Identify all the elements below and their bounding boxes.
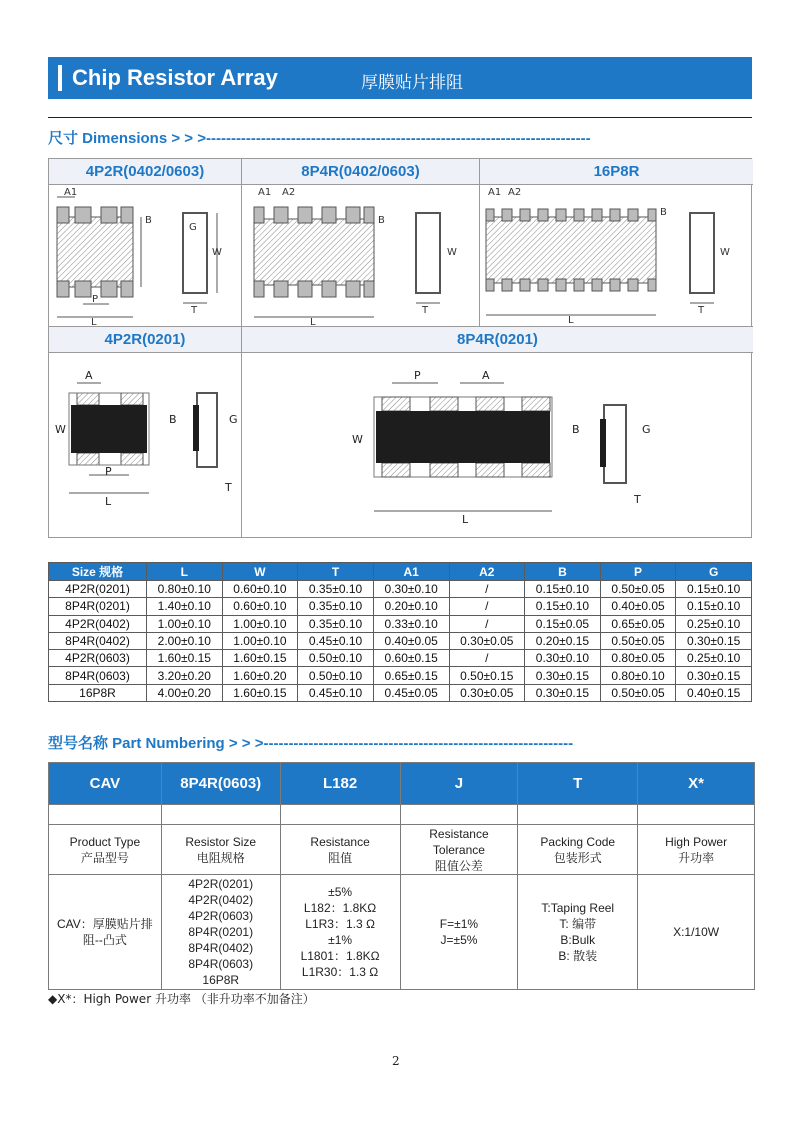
title-english: Chip Resistor Array [72, 65, 278, 90]
code-high-power: X* [638, 763, 755, 805]
figure-title: 8P4R(0402/0603) [242, 159, 479, 185]
label-w: W [352, 433, 363, 446]
table-cell: 0.50±0.05 [600, 684, 676, 701]
label-a1: A1 [64, 187, 78, 198]
table-cell: 0.80±0.10 [147, 581, 223, 598]
label-g: G [189, 222, 197, 233]
table-cell: 0.60±0.15 [373, 650, 449, 667]
table-cell: 1.00±0.10 [147, 615, 223, 632]
figure-4p2r-0201 [49, 327, 242, 537]
table-cell: 0.50±0.15 [449, 667, 525, 684]
figure-title: 8P4R(0201) [242, 327, 753, 353]
label-t: T [191, 305, 198, 316]
title-banner [48, 57, 752, 99]
value-cell [49, 875, 162, 990]
value-line: L182：1.8KΩ [303, 901, 377, 915]
table-cell: 0.30±0.05 [449, 684, 525, 701]
label-l: L [310, 317, 316, 327]
table-cell: 1.40±0.10 [147, 598, 223, 615]
label-a2: A2 [282, 187, 296, 198]
table-cell: / [449, 598, 525, 615]
value-line: J=±5% [440, 933, 478, 947]
value-line: 4P2R(0603) [188, 909, 254, 923]
spacer-cell [280, 805, 400, 825]
code-resistance: L182 [280, 763, 400, 805]
table-cell: / [449, 650, 525, 667]
table-row [49, 598, 752, 615]
label-line: Product Type [69, 834, 141, 849]
table-cell: 4.00±0.20 [147, 684, 223, 701]
figure-4p2r-0201-drawing [49, 353, 242, 537]
col-l: L [147, 563, 223, 581]
table-cell: 0.30±0.10 [525, 650, 601, 667]
title-chinese: 厚膜贴片排阻 [361, 73, 463, 93]
value-cell [280, 875, 400, 990]
spacer-cell [518, 805, 638, 825]
table-cell: 4P2R(0603) [49, 650, 147, 667]
value-line: 8P4R(0603) [188, 957, 254, 971]
value-line: 16P8R [202, 973, 240, 987]
part-numbering-table [48, 762, 755, 990]
label-t: T [698, 305, 705, 316]
table-cell: 0.30±0.05 [449, 632, 525, 649]
label-b: B [169, 413, 177, 426]
dimensions-heading: 尺寸 Dimensions > > >----------------------------------------------------------------------------- [48, 130, 591, 147]
value-cell [638, 875, 755, 990]
table-cell: 0.40±0.15 [676, 684, 752, 701]
figure-8p4r-0201 [242, 327, 753, 537]
label-p: P [105, 465, 112, 478]
code-resistor-size: 8P4R(0603) [161, 763, 280, 805]
table-cell: 1.60±0.15 [222, 684, 298, 701]
value-line: ±5% [328, 885, 353, 899]
value-line: L1R30：1.3 Ω [301, 965, 379, 979]
table-cell: 0.33±0.10 [373, 615, 449, 632]
table-cell: 1.60±0.15 [147, 650, 223, 667]
col-b: B [525, 563, 601, 581]
label-a1: A1 [258, 187, 272, 198]
table-cell: 1.00±0.10 [222, 615, 298, 632]
value-line: 4P2R(0201) [188, 877, 254, 891]
figure-16p8r-drawing [480, 185, 753, 327]
figure-title: 4P2R(0201) [49, 327, 241, 353]
label-w: W [720, 247, 730, 258]
code-packing: T [518, 763, 638, 805]
col-a1: A1 [373, 563, 449, 581]
label-b: B [572, 423, 580, 436]
code-row [49, 763, 755, 805]
value-line: T: 编带 [559, 917, 597, 931]
label-cell [518, 825, 638, 875]
table-row [49, 632, 752, 649]
table-cell: 0.50±0.05 [600, 581, 676, 598]
value-line: L1R3：1.3 Ω [305, 917, 375, 931]
dimensions-table [48, 562, 752, 702]
label-l: L [462, 513, 469, 526]
spacer-cell [49, 805, 162, 825]
label-l: L [568, 315, 574, 326]
label-line: Resistor Size [185, 834, 257, 849]
footnote: ◆X*：High Power 升功率 （非升功率不加备注） [48, 992, 315, 1006]
col-a2: A2 [449, 563, 525, 581]
value-row [49, 875, 755, 990]
table-row [49, 615, 752, 632]
table-cell: 4P2R(0402) [49, 615, 147, 632]
table-cell: 2.00±0.10 [147, 632, 223, 649]
value-line: ±1% [328, 933, 353, 947]
table-cell: 0.40±0.05 [600, 598, 676, 615]
numbering-heading: 型号名称 Part Numbering > > >-------------------------------------------------------------- [48, 735, 574, 752]
figure-4p2r-drawing [49, 185, 242, 327]
table-cell: 0.50±0.10 [298, 650, 374, 667]
table-cell: / [449, 581, 525, 598]
figure-16p8r [480, 159, 753, 327]
label-line: Resistance [310, 834, 370, 849]
table-cell: 16P8R [49, 684, 147, 701]
figure-4p2r-0402-0603 [49, 159, 242, 327]
table-cell: 0.30±0.15 [525, 684, 601, 701]
table-cell: 0.25±0.10 [676, 650, 752, 667]
table-cell: 0.15±0.10 [525, 581, 601, 598]
table-row [49, 650, 752, 667]
table-cell: 0.50±0.10 [298, 667, 374, 684]
table-cell: 0.45±0.10 [298, 684, 374, 701]
label-g: G [642, 423, 651, 436]
table-cell: 4P2R(0201) [49, 581, 147, 598]
title-bar-mark [58, 65, 62, 91]
label-t: T [634, 493, 641, 506]
label-p: P [92, 294, 99, 305]
table-cell: 0.45±0.05 [373, 684, 449, 701]
label-cell [280, 825, 400, 875]
label-a1: A1 [488, 187, 502, 198]
label-w: W [212, 247, 222, 258]
label-b: B [660, 207, 667, 218]
label-line: Packing Code [540, 834, 616, 849]
table-cell: 0.15±0.10 [525, 598, 601, 615]
table-cell: 0.50±0.05 [600, 632, 676, 649]
label-line: Tolerance [432, 842, 485, 857]
label-line: 电阻规格 [196, 850, 245, 865]
value-line: B: 散装 [558, 949, 598, 963]
label-line: 阻值 [328, 850, 353, 865]
table-cell: 0.15±0.10 [676, 598, 752, 615]
table-cell: 0.60±0.10 [222, 581, 298, 598]
table-cell: 0.45±0.10 [298, 632, 374, 649]
value-cell [518, 875, 638, 990]
figure-8p4r-0201-drawing [242, 353, 753, 537]
table-cell: 0.60±0.10 [222, 598, 298, 615]
label-t: T [225, 481, 232, 494]
table-cell: 0.65±0.05 [600, 615, 676, 632]
table-cell: 0.30±0.15 [525, 667, 601, 684]
value-line: 阻--凸式 [82, 933, 127, 947]
label-cell [49, 825, 162, 875]
table-cell: 0.65±0.15 [373, 667, 449, 684]
col-w: W [222, 563, 298, 581]
spacer-cell [400, 805, 518, 825]
label-a: A [85, 369, 93, 382]
spacer-row [49, 805, 755, 825]
label-l: L [91, 317, 97, 327]
figure-8p4r-drawing [242, 185, 480, 327]
label-line: 包装形式 [553, 850, 602, 865]
value-line: X:1/10W [673, 925, 720, 939]
dimensions-top-rule [48, 117, 752, 118]
value-line: L1801：1.8KΩ [300, 949, 380, 963]
table-cell: 1.60±0.15 [222, 650, 298, 667]
label-cell [638, 825, 755, 875]
value-line: 4P2R(0402) [188, 893, 254, 907]
table-cell: 8P4R(0201) [49, 598, 147, 615]
table-cell: / [449, 615, 525, 632]
label-a2: A2 [508, 187, 522, 198]
col-g: G [676, 563, 752, 581]
label-b: B [145, 215, 152, 226]
label-line: 阻值公差 [434, 858, 483, 873]
table-cell: 0.30±0.15 [676, 632, 752, 649]
col-p: P [600, 563, 676, 581]
table-cell: 0.20±0.15 [525, 632, 601, 649]
table-cell: 0.15±0.10 [676, 581, 752, 598]
value-line: F=±1% [439, 917, 479, 931]
value-cell [400, 875, 518, 990]
label-a: A [482, 369, 490, 382]
value-line: T:Taping Reel [541, 901, 615, 915]
code-product-type: CAV [49, 763, 162, 805]
col-size: Size 规格 [49, 563, 147, 581]
label-w: W [55, 423, 66, 436]
label-row [49, 825, 755, 875]
figure-title: 4P2R(0402/0603) [49, 159, 241, 185]
table-cell: 0.80±0.10 [600, 667, 676, 684]
spacer-cell [638, 805, 755, 825]
label-line: Resistance [429, 826, 489, 841]
table-cell: 0.30±0.15 [676, 667, 752, 684]
table-cell: 0.20±0.10 [373, 598, 449, 615]
spacer-cell [161, 805, 280, 825]
value-cell [161, 875, 280, 990]
value-line: B:Bulk [560, 933, 596, 947]
table-cell: 3.20±0.20 [147, 667, 223, 684]
table-cell: 8P4R(0603) [49, 667, 147, 684]
dimensions-table-header [49, 563, 752, 581]
label-line: 升功率 [678, 850, 715, 865]
page-number: 2 [392, 1054, 400, 1068]
table-cell: 8P4R(0402) [49, 632, 147, 649]
label-b: B [378, 215, 385, 226]
label-line: 产品型号 [80, 850, 129, 865]
value-line: 8P4R(0201) [188, 925, 254, 939]
table-cell: 0.80±0.05 [600, 650, 676, 667]
table-cell: 0.35±0.10 [298, 581, 374, 598]
figure-title: 16P8R [480, 159, 753, 185]
table-cell: 0.15±0.05 [525, 615, 601, 632]
table-cell: 1.00±0.10 [222, 632, 298, 649]
value-line: 8P4R(0402) [188, 941, 254, 955]
figure-8p4r-0402-0603 [242, 159, 480, 327]
table-cell: 0.35±0.10 [298, 598, 374, 615]
label-cell [400, 825, 518, 875]
table-cell: 0.40±0.05 [373, 632, 449, 649]
value-line: CAV：厚膜贴片排 [57, 917, 153, 931]
table-row [49, 667, 752, 684]
label-cell [161, 825, 280, 875]
label-g: G [229, 413, 238, 426]
table-cell: 1.60±0.20 [222, 667, 298, 684]
label-l: L [105, 495, 112, 508]
table-cell: 0.30±0.10 [373, 581, 449, 598]
label-line: High Power [665, 834, 728, 849]
label-t: T [422, 305, 429, 316]
table-cell: 0.35±0.10 [298, 615, 374, 632]
col-t: T [298, 563, 374, 581]
label-p: P [414, 369, 421, 382]
table-row [49, 684, 752, 701]
table-cell: 0.25±0.10 [676, 615, 752, 632]
label-w: W [447, 247, 457, 258]
table-row [49, 581, 752, 598]
code-tolerance: J [400, 763, 518, 805]
dimension-figures [48, 158, 752, 538]
